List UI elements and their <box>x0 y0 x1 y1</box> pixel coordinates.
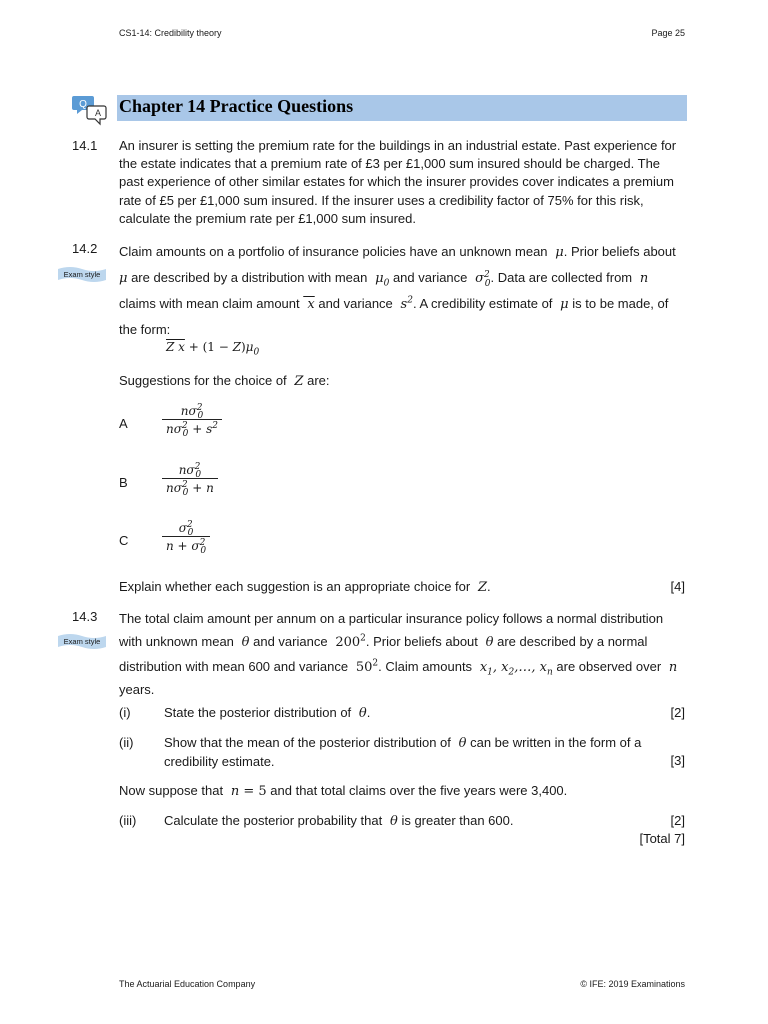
marks: [2] <box>670 813 685 828</box>
option-c-fraction: $\frac{\sigma^2_0}{n + \sigma^2_0}$ <box>162 521 210 553</box>
math-mu: μ <box>551 245 564 260</box>
text-run: claims with mean claim amount <box>119 296 300 311</box>
text-run: Claim amounts on a portfolio of insurance policies have an unknown mean <box>119 244 548 259</box>
part-text <box>164 734 664 771</box>
text-run: are observed over <box>556 659 662 674</box>
math-z: Z <box>473 580 488 595</box>
math-mu: μ <box>556 297 569 312</box>
math-s-sq: $s^2$ <box>396 295 413 312</box>
question-text <box>119 608 687 700</box>
part-text: State the posterior distribution of θ. <box>164 705 371 721</box>
math-sigma0-sq: $\sigma^2_0$ <box>471 269 491 289</box>
math-n: n <box>664 660 678 675</box>
text-run: credibility estimate. <box>164 754 275 770</box>
text-run: years. <box>119 682 155 697</box>
exam-style-label: Exam style <box>63 637 101 646</box>
math-50-sq: $50^2$ <box>351 658 379 675</box>
suggestions-line <box>119 372 687 391</box>
text-run: is greater than 600. <box>401 813 514 828</box>
math-theta: θ <box>454 736 467 751</box>
text-run: . Claim amounts <box>378 659 473 674</box>
text-run: State the posterior distribution of <box>164 705 352 720</box>
option-label: A <box>119 416 128 431</box>
question-number: 14.1 <box>72 138 98 153</box>
text-run: Now suppose that <box>119 783 224 798</box>
text-run: The total claim amount per annum on a particular insurance policy follows a normal distribution <box>119 611 664 626</box>
chapter-title: Chapter 14 Practice Questions <box>119 96 354 116</box>
text-run: are: <box>307 373 330 388</box>
marks: [4] <box>670 579 685 594</box>
explain-line: Explain whether each suggestion is an appropriate choice for Z. <box>119 579 491 595</box>
chapter-banner <box>117 95 687 121</box>
math-xbar: x <box>303 297 315 312</box>
text-run: . Prior beliefs about <box>365 634 478 649</box>
text-run: with unknown mean <box>119 634 234 649</box>
part-label: (iii) <box>119 813 137 828</box>
marks: [2] <box>670 705 685 720</box>
option-b-fraction: $\frac{n\sigma^2_0}{n\sigma^2_0 + n}$ <box>162 463 218 495</box>
text-run: . A credibility estimate of <box>412 296 553 311</box>
text-run: and variance <box>318 296 393 311</box>
total-marks: [Total 7] <box>639 831 685 846</box>
question-text <box>119 239 687 342</box>
question-text: An insurer is setting the premium rate for the buildings in an industrial estate. Past experience for the estate indicates that a premium rate of £3 per £1,000 sum insured should be charged. The past experience of other similar estates for which the insurer provides cover indicates a premium rate of £5 per £1,000 sum insured. If the insurer uses a credibility factor of 75% for this risk, calculate the premium rate per £1,000 sum insured. <box>119 138 677 226</box>
math-theta: θ <box>481 635 494 650</box>
text-run: and variance <box>253 634 328 649</box>
exam-style-label: Exam style <box>63 270 101 279</box>
text-run: Show that the mean of the posterior distribution of <box>164 735 451 750</box>
math-mu: μ <box>119 271 128 286</box>
math-mu0: $\mu_0$ <box>371 271 390 289</box>
part-label: (i) <box>119 705 131 720</box>
now-suppose-line: Now suppose that n = 5 and that total claims over the five years were 3,400. <box>119 783 568 799</box>
a-letter: A <box>94 108 102 118</box>
text-run: distribution with mean 600 and variance <box>119 659 349 674</box>
qa-speech-bubbles-icon <box>72 95 108 127</box>
part-text <box>164 812 513 831</box>
option-label: B <box>119 475 128 490</box>
text-run: Suggestions for the choice of <box>119 373 287 388</box>
math-theta: θ <box>354 706 367 721</box>
text-run: are described by a normal <box>497 634 648 649</box>
text-run: . Data are collected from <box>490 270 633 285</box>
question-number: 14.2 <box>72 241 98 256</box>
question-number: 14.3 <box>72 609 98 624</box>
math-x-list: $x_1$, $x_2,\dots$, $x_n$ <box>475 660 553 678</box>
option-label: C <box>119 533 129 548</box>
text-run: and that total claims over the five years were 3,400. <box>270 783 568 798</box>
marks: [3] <box>670 753 685 768</box>
text-run: can be written in the form of a <box>470 735 642 750</box>
math-n-equals-5: n <box>226 784 240 799</box>
part-label: (ii) <box>119 735 134 750</box>
q-letter: Q <box>79 99 87 110</box>
text-run: Explain whether each suggestion is an appropriate choice for <box>119 579 471 594</box>
text-run: is to be made, of the form: <box>119 296 669 337</box>
text-run: are described by a distribution with mean <box>131 270 368 285</box>
footer-copyright: © IFE: 2019 Examinations <box>580 979 685 989</box>
math-theta: θ <box>385 814 398 829</box>
page-number: Page 25 <box>651 28 685 38</box>
math-z: Z <box>290 374 304 389</box>
option-a-fraction: $\frac{n\sigma^2_0}{n\sigma^2_0 + s^2}$ <box>162 404 222 436</box>
text-run: . Prior beliefs about <box>563 244 676 259</box>
footer-publisher: The Actuarial Education Company <box>119 979 256 989</box>
text-run: and variance <box>392 270 468 285</box>
running-header-title: CS1-14: Credibility theory <box>119 28 222 38</box>
exam-style-tag <box>57 633 107 650</box>
math-n: n <box>635 271 649 286</box>
math-200-sq: $200^2$ <box>331 633 366 650</box>
credibility-formula: Z $x + (1 - Z)\mu_0$ <box>166 340 260 358</box>
text-run: Calculate the posterior probability that <box>164 813 383 828</box>
math-theta: θ <box>237 635 250 650</box>
exam-style-tag <box>57 266 107 283</box>
